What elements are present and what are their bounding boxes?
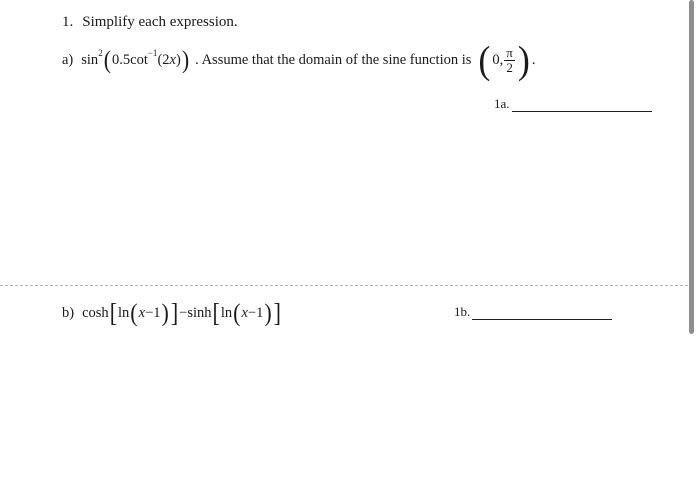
part-a-label: a) [62,51,74,68]
question-number: 1. [62,14,74,30]
sin-power: 2 [98,48,103,58]
answer-1a-label: 1a. [494,96,510,111]
pi-over-two-fraction [504,46,515,74]
open-bracket-2: [ [212,297,220,328]
question-instruction: Simplify each expression. [82,14,238,30]
variable-x-1: x [138,304,146,321]
open-bracket-1: [ [109,297,118,328]
sin-function: sin [81,51,99,68]
cot-inverse-exponent: −1 [147,48,158,58]
part-b-label: b) [62,304,75,321]
cosh-function: cosh [82,304,109,321]
answer-1a [494,96,652,112]
close-paren-inner: ) [175,51,181,68]
vertical-scrollbar[interactable] [689,0,694,334]
cot-coefficient: 0.5cot [112,51,148,68]
constant-one-1: 1 [153,304,161,321]
question-heading [62,14,238,31]
fraction-denominator: 2 [506,59,513,75]
part-b-expression [62,297,282,328]
page-divider [0,285,693,286]
interval-open-paren: ( [478,38,491,82]
open-paren-inner: ( [157,51,163,68]
arg-coefficient: 2 [162,51,170,68]
open-paren-1: ( [130,298,138,327]
part-a-domain-text: . Assume that the domain of the sine function is [195,51,472,68]
close-paren-outer: ) [181,45,190,74]
interval-close-paren: ) [517,38,530,82]
ln-function-2: ln [220,304,233,321]
close-paren-1: ) [161,298,169,327]
arg-variable: x [169,51,176,68]
answer-1a-blank-line[interactable] [512,110,652,112]
close-paren-2: ) [264,298,272,327]
part-a-period: . [531,51,536,68]
ln-function-1: ln [118,304,130,321]
sinh-function: sinh [187,304,212,321]
open-paren-2: ( [233,298,241,327]
close-bracket-2: ] [273,297,281,328]
answer-1b-blank-line[interactable] [472,318,612,320]
part-a-expression [62,38,536,82]
open-paren-outer: ( [103,45,112,74]
answer-1b-label: 1b. [454,304,471,319]
fraction-numerator: π [506,44,513,60]
variable-x-2: x [241,304,248,321]
close-bracket-1: ] [170,297,179,328]
answer-1b [454,304,612,320]
minus-between: − [179,304,188,321]
minus-sign-2: − [247,304,257,321]
minus-sign-1: − [145,304,154,321]
constant-one-2: 1 [256,304,264,321]
interval-start: 0, [492,51,504,68]
